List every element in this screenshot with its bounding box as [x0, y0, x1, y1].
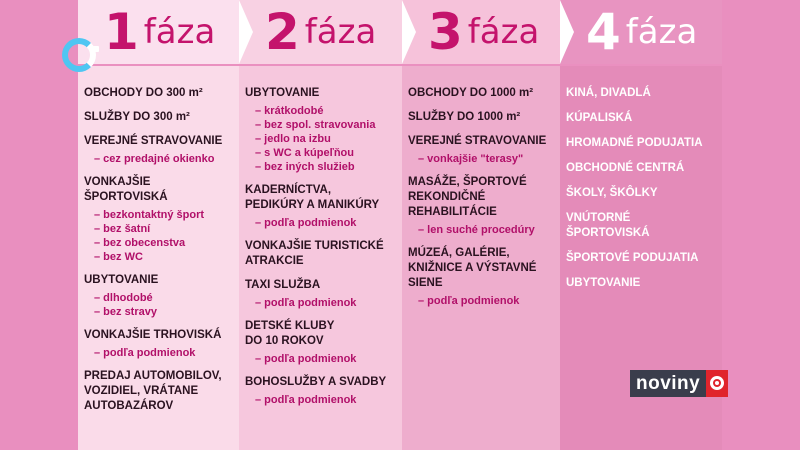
phase-1-list [78, 66, 239, 414]
item-condition: – podľa podmienok [418, 295, 520, 307]
item-condition: – bez stravy [94, 306, 157, 318]
phase-1-header [78, 0, 239, 64]
item-title: SLUŽBY DO 1000 m² [408, 111, 521, 123]
item-conditions [84, 152, 239, 166]
item-condition: – bez šatní [94, 223, 151, 235]
item-title: VNÚTORNÉ ŠPORTOVISKÁ [566, 212, 650, 239]
phase-1-item [84, 328, 239, 360]
phase-1-word: fáza [143, 12, 216, 52]
item-conditions [408, 152, 560, 166]
item-condition: – podľa podmienok [255, 353, 357, 365]
item-title: KÚPALISKÁ [566, 112, 633, 124]
phase-2-column [239, 66, 402, 450]
phase-4-item [566, 211, 722, 241]
item-title: UBYTOVANIE [245, 87, 320, 99]
item-conditions [408, 223, 560, 237]
item-title: DETSKÉ KLUBY DO 10 ROKOV [245, 320, 335, 347]
phase-1-item [84, 175, 239, 264]
phase-4-item [566, 186, 722, 201]
item-condition: – len suché procedúry [418, 224, 535, 236]
item-condition: – jedlo na izbu [255, 133, 331, 145]
item-condition: – podľa podmienok [255, 217, 357, 229]
left-background-panel [0, 0, 78, 450]
item-title: VONKAJŠIE TURISTICKÉ ATRAKCIE [245, 240, 384, 267]
phase-2-header [239, 0, 402, 64]
item-condition: – dlhodobé [94, 292, 153, 304]
item-condition: – bez spol. stravovania [255, 119, 376, 131]
item-title: HROMADNÉ PODUJATIA [566, 137, 703, 149]
phase-4-item [566, 111, 722, 126]
chevron-right-icon [239, 0, 253, 64]
item-title: UBYTOVANIE [566, 277, 641, 289]
item-condition: – bezkontaktný šport [94, 209, 205, 221]
item-conditions [84, 291, 239, 319]
phase-2-list [239, 66, 402, 407]
noviny-logo [630, 370, 728, 397]
item-title: KADERNÍCTVA, PEDIKÚRY A MANIKÚRY [245, 184, 380, 211]
phase-3-item [408, 110, 560, 125]
item-condition: – bez obecenstva [94, 237, 186, 249]
chevron-right-icon [402, 0, 416, 64]
item-condition: – bez iných služieb [255, 161, 355, 173]
phase-4-item [566, 276, 722, 291]
channel-ring-logo-icon [62, 38, 96, 72]
phase-1-number: 1 [104, 3, 138, 61]
item-title: BOHOSLUŽBY A SVADBY [245, 376, 387, 388]
phase-3-list [402, 66, 560, 308]
phase-4-item [566, 161, 722, 176]
phase-3-header [402, 0, 560, 64]
item-conditions [245, 216, 402, 230]
phase-1-item [84, 110, 239, 125]
item-condition: – podľa podmienok [255, 394, 357, 406]
phase-2-number: 2 [265, 3, 299, 61]
item-condition: – krátkodobé [255, 105, 324, 117]
phase-2-item [245, 239, 402, 269]
item-condition: – s WC a kúpeľňou [255, 147, 354, 159]
item-title: OBCHODY DO 1000 m² [408, 87, 534, 99]
item-title: VONKAJŠIE ŠPORTOVISKÁ [84, 176, 168, 203]
phase-4-list [560, 66, 722, 291]
phase-2-item [245, 278, 402, 310]
phase-1-item [84, 273, 239, 319]
phase-3-item [408, 86, 560, 101]
phase-3-item [408, 134, 560, 166]
phase-4-header [560, 0, 722, 64]
item-conditions [245, 296, 402, 310]
item-conditions [245, 104, 402, 174]
item-title: MASÁŽE, ŠPORTOVÉ REKONDIČNÉ REHABILITÁCIE [408, 176, 527, 218]
item-title: OBCHODY DO 300 m² [84, 87, 203, 99]
item-conditions [245, 393, 402, 407]
item-title: VEREJNÉ STRAVOVANIE [84, 135, 223, 147]
phase-2-item [245, 319, 402, 366]
phase-4-item [566, 251, 722, 266]
right-background-panel [722, 0, 800, 450]
item-conditions [84, 208, 239, 264]
phase-3-column [402, 66, 560, 450]
item-conditions [408, 294, 560, 308]
noviny-logo-text: noviny [630, 370, 706, 397]
item-title: OBCHODNÉ CENTRÁ [566, 162, 685, 174]
phase-2-word: fáza [304, 12, 377, 52]
phase-1-item [84, 369, 239, 414]
phase-1-item [84, 134, 239, 166]
phase-1-column [78, 66, 239, 450]
item-title: MÚZEÁ, GALÉRIE, KNIŽNICE A VÝSTAVNÉ SIENE [408, 247, 537, 289]
phase-1-item [84, 86, 239, 101]
chevron-right-icon [560, 0, 574, 64]
phase-3-number: 3 [428, 3, 462, 61]
phase-2-item [245, 183, 402, 230]
phase-2-item [245, 86, 402, 174]
phase-4-number: 4 [586, 3, 620, 61]
noviny-circle-icon [706, 370, 728, 397]
phase-4-item [566, 86, 722, 101]
phase-3-item [408, 175, 560, 237]
item-title: PREDAJ AUTOMOBILOV, VOZIDIEL, VRÁTANE AUTOBAZÁROV [84, 370, 222, 412]
item-condition: – vonkajšie "terasy" [418, 153, 524, 165]
item-title: SLUŽBY DO 300 m² [84, 111, 190, 123]
item-title: VEREJNÉ STRAVOVANIE [408, 135, 547, 147]
item-title: KINÁ, DIVADLÁ [566, 87, 651, 99]
phase-2-item [245, 375, 402, 407]
item-conditions [84, 346, 239, 360]
phase-4-item [566, 136, 722, 151]
item-conditions [245, 352, 402, 366]
item-title: UBYTOVANIE [84, 274, 159, 286]
phase-3-item [408, 246, 560, 308]
item-title: VONKAJŠIE TRHOVISKÁ [84, 329, 222, 341]
phase-3-word: fáza [467, 12, 540, 52]
phase-4-word: fáza [625, 12, 698, 52]
item-condition: – podľa podmienok [94, 347, 196, 359]
item-condition: – bez WC [94, 251, 143, 263]
item-condition: – cez predajné okienko [94, 153, 215, 165]
item-title: ŠPORTOVÉ PODUJATIA [566, 252, 699, 264]
item-condition: – podľa podmienok [255, 297, 357, 309]
item-title: TAXI SLUŽBA [245, 279, 321, 291]
item-title: ŠKOLY, ŠKÔLKY [566, 187, 658, 199]
